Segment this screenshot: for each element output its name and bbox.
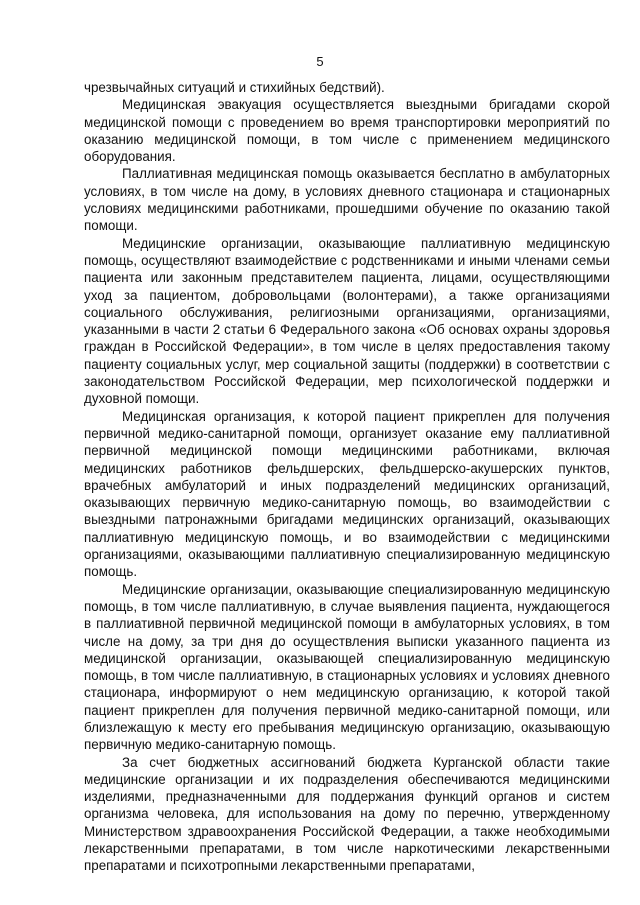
paragraph-palliative-care: Паллиативная медицинская помощь оказывается бесплатно в амбулаторных условиях, в том числе на дому, в условиях дневного стационара и стационарных условиях медицинскими работниками, прошедшими обучение по оказанию такой помощи.: [84, 166, 610, 234]
paragraph-specialized-organizations: Медицинские организации, оказывающие специализированную медицинскую помощь, в том числе паллиативную, в случае выявления пациента, нуждающегося в паллиативной первичной медицинской помощи в амбулаторных условиях, в том числе на дому, за три дня до осуществления выписки указанного пациента из медицинской организации, оказывающей специализированную медицинскую помощь, в том числе паллиативную, в стационарных условиях и условиях дневного стационара, информируют о нем медицинскую организацию, к которой такой пациент прикреплен для получения первичной медико-санитарной помощи, или близлежащую к месту его пребывания медицинскую организацию, оказывающую первичную медико-санитарную помощь.: [84, 581, 610, 753]
paragraph-budget-funding: За счет бюджетных ассигнований бюджета Курганской области такие медицинские организации и их подразделения обеспечиваются медицинскими изделиями, предназначенными для поддержания функций органов и систем организма человека, для использования на дому по перечню, утвержденному Министерством здравоохранения Российской Федерации, а также необходимыми лекарственными препаратами, в том числе наркотическими лекарственными препаратами и психотропными лекарственными препаратами,: [84, 754, 610, 874]
page-number: 5: [316, 54, 324, 69]
paragraph-primary-care-organization: Медицинская организация, к которой пациент прикреплен для получения первичной медико-санитарной помощи, организует оказание ему паллиативной первичной медицинской помощи медицинскими работниками, включая медицинских работников фельдшерских, фельдшерско-акушерских пунктов, врачебных амбулаторий и иных подразделений медицинских организаций, оказывающих первичную медико-санитарную помощь, во взаимодействии с выездными патронажными бригадами медицинских организаций, оказывающих паллиативную медицинскую помощь, и во взаимодействии с медицинскими организациями, оказывающими паллиативную специализированную медицинскую помощь.: [84, 408, 610, 580]
paragraph-medical-evacuation: Медицинская эвакуация осуществляется выездными бригадами скорой медицинской помощи с проведением во время транспортировки мероприятий по оказанию медицинской помощи, в том числе с применением медицинского оборудования.: [84, 97, 610, 165]
document-body: [84, 79, 610, 875]
paragraph-palliative-organizations: Медицинские организации, оказывающие паллиативную медицинскую помощь, осуществляют взаимодействие с родственниками и иными членами семьи пациента или законным представителем пациента, лицами, осуществляющими уход за пациентом, добровольцами (волонтерами), а также организациями социального обслуживания, религиозными организациями, организациями, указанными в части 2 статьи 6 Федерального закона «Об основах охраны здоровья граждан в Российской Федерации», в том числе в целях предоставления такому пациенту социальных услуг, мер социальной защиты (поддержки) в соответствии с законодательством Российской Федерации, мер психологической поддержки и духовной помощи.: [84, 235, 610, 407]
paragraph-continuation: чрезвычайных ситуаций и стихийных бедствий).: [84, 80, 385, 95]
